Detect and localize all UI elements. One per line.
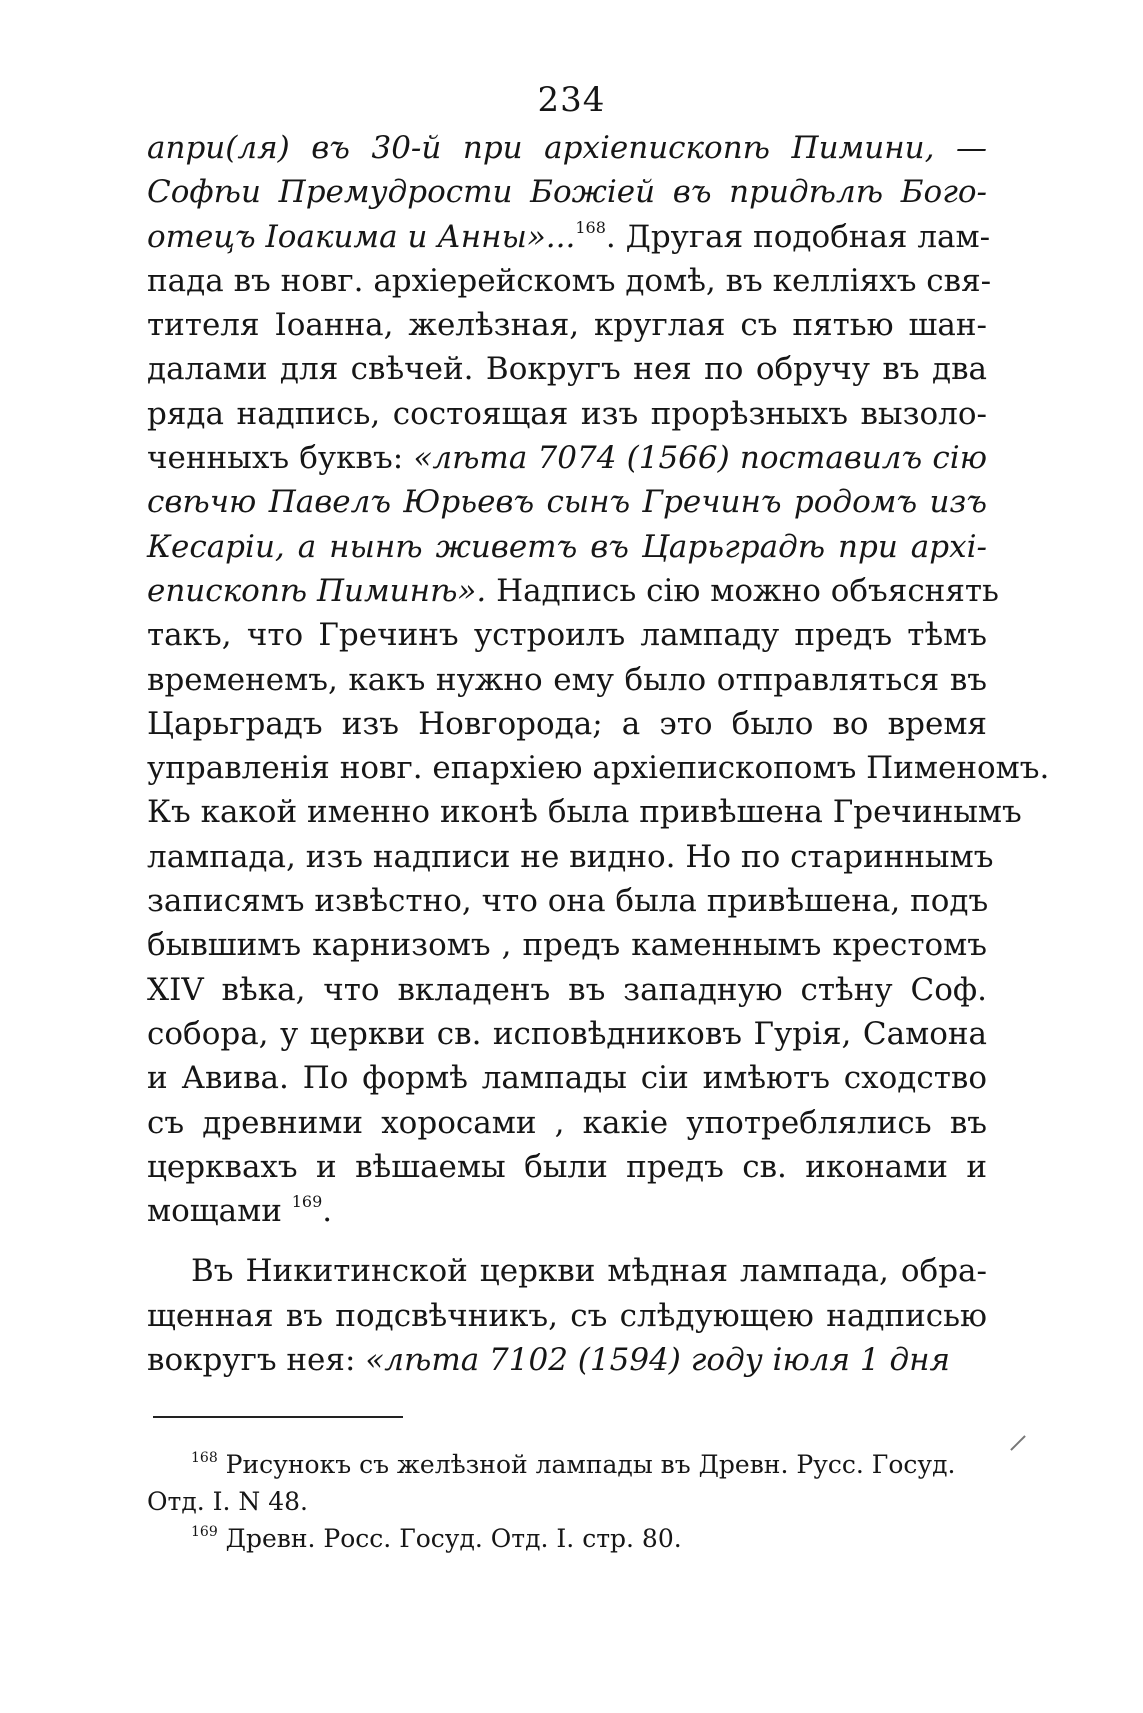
italic-text: Кесаріи, а нынѣ живетъ въ Царьградѣ при архі- bbox=[147, 528, 987, 565]
text-run: церквахъ и вѣшаемы были предъ св. иконами и bbox=[147, 1148, 987, 1185]
text-line bbox=[147, 525, 987, 569]
text-line bbox=[147, 658, 987, 702]
text-run: Къ какой именно иконѣ была привѣшена Гречинымъ bbox=[147, 794, 1022, 831]
text-line bbox=[147, 746, 1050, 790]
paragraph-gap bbox=[147, 1233, 987, 1249]
text-run: далами для свѣчей. Вокругъ нея по обручу въ два bbox=[147, 351, 987, 388]
footnote-line bbox=[147, 1446, 987, 1483]
italic-text: «лѣта 7102 (1594) году іюля 1 дня bbox=[365, 1342, 951, 1379]
text-run: . bbox=[322, 1193, 333, 1230]
footnotes bbox=[147, 1446, 987, 1557]
text-line bbox=[147, 259, 992, 303]
italic-text: свѣчю Павелъ Юрьевъ сынъ Гречинъ родомъ изъ bbox=[147, 484, 987, 521]
text-line bbox=[147, 1012, 987, 1056]
text-line bbox=[147, 1338, 987, 1382]
text-line bbox=[147, 392, 987, 436]
text-line bbox=[147, 436, 987, 480]
text-run: записямъ извѣстно, что она была привѣшена, подъ bbox=[147, 883, 989, 920]
italic-text: апри(ля) въ 30-й при архіепископѣ Пимини, — bbox=[147, 130, 987, 166]
footnote-divider bbox=[153, 1416, 403, 1418]
text-line bbox=[147, 1056, 987, 1100]
text-run: Древн. Росс. Госуд. Отд. I. стр. 80. bbox=[217, 1524, 682, 1553]
text-line bbox=[147, 879, 987, 923]
footnote-ref: 168 bbox=[575, 217, 606, 237]
text-run: съ древними хоросами , какіе употреблялись въ bbox=[147, 1104, 987, 1141]
text-line bbox=[147, 968, 987, 1012]
footnote-ref: 168 bbox=[191, 1450, 218, 1466]
text-line bbox=[147, 170, 987, 214]
footnote-line bbox=[147, 1520, 987, 1557]
footnote-ref: 169 bbox=[291, 1192, 323, 1212]
text-line bbox=[147, 1101, 987, 1145]
text-run: . Другая подобная лам- bbox=[605, 218, 991, 255]
text-run: и Авива. По формѣ лампады сіи имѣютъ сходство bbox=[147, 1060, 987, 1097]
text-line bbox=[147, 569, 999, 613]
text-run: вокругъ нея: bbox=[147, 1342, 366, 1379]
text-line bbox=[147, 1294, 987, 1338]
italic-text: отецъ Іоакима и Анны»... bbox=[147, 218, 576, 255]
text-line bbox=[147, 480, 987, 524]
text-run: Царьградъ изъ Новгорода; а это было во время bbox=[147, 705, 987, 742]
body-text bbox=[147, 126, 1050, 1382]
text-run: такъ, что Гречинъ устроилъ лампаду предъ тѣмъ bbox=[147, 617, 987, 654]
text-run: временемъ, какъ нужно ему было отправляться въ bbox=[147, 661, 987, 698]
text-run: Надпись сію можно объяснять bbox=[486, 572, 999, 609]
text-run: XIV вѣка, что вкладенъ въ западную стѣну Соф. bbox=[147, 971, 987, 1008]
pencil-mark bbox=[1010, 1435, 1026, 1451]
text-line bbox=[147, 1249, 987, 1293]
text-run: ряда надпись, состоящая изъ прорѣзныхъ вызоло- bbox=[147, 395, 987, 432]
footnote-line bbox=[147, 1483, 987, 1520]
text-run: лампада, изъ надписи не видно. Но по стариннымъ bbox=[147, 838, 994, 875]
text-run: ченныхъ буквъ: bbox=[147, 440, 414, 477]
text-line bbox=[147, 923, 987, 967]
italic-text: Софѣи Премудрости Божіей въ придѣлѣ Бого- bbox=[147, 174, 987, 211]
text-run: Рисунокъ съ желѣзной лампады въ Древн. Русс. Госуд. bbox=[217, 1450, 956, 1479]
text-line bbox=[147, 126, 987, 170]
text-line bbox=[147, 702, 987, 746]
text-line bbox=[147, 215, 991, 259]
italic-text: епископѣ Пиминѣ». bbox=[147, 572, 487, 609]
page-number: 234 bbox=[537, 80, 606, 120]
text-run: мощами bbox=[147, 1193, 292, 1230]
text-line bbox=[147, 347, 987, 391]
text-run: Въ Никитинской церкви мѣдная лампада, обра- bbox=[191, 1253, 987, 1290]
italic-text: «лѣта 7074 (1566) поставилъ сію bbox=[413, 440, 987, 477]
text-line bbox=[147, 303, 987, 347]
text-run: Отд. I. N 48. bbox=[147, 1487, 308, 1516]
text-line bbox=[147, 1145, 987, 1189]
text-run: управленія новг. епархіею архіепископомъ Пименомъ. bbox=[147, 750, 1050, 787]
text-line bbox=[147, 613, 987, 657]
text-line bbox=[147, 835, 994, 879]
text-run: собора, у церкви св. исповѣдниковъ Гурія, Самона bbox=[147, 1015, 987, 1052]
text-run: щенная въ подсвѣчникъ, съ слѣдующею надписью bbox=[147, 1297, 987, 1334]
text-run: пада въ новг. архіерейскомъ домѣ, въ келліяхъ свя- bbox=[147, 262, 992, 299]
text-run: бывшимъ карнизомъ , предъ каменнымъ крестомъ bbox=[147, 927, 987, 964]
text-run: тителя Іоанна, желѣзная, круглая съ пятью шан- bbox=[147, 307, 987, 344]
footnote-ref: 169 bbox=[191, 1524, 218, 1540]
text-line bbox=[147, 790, 1022, 834]
text-line bbox=[147, 1189, 987, 1233]
